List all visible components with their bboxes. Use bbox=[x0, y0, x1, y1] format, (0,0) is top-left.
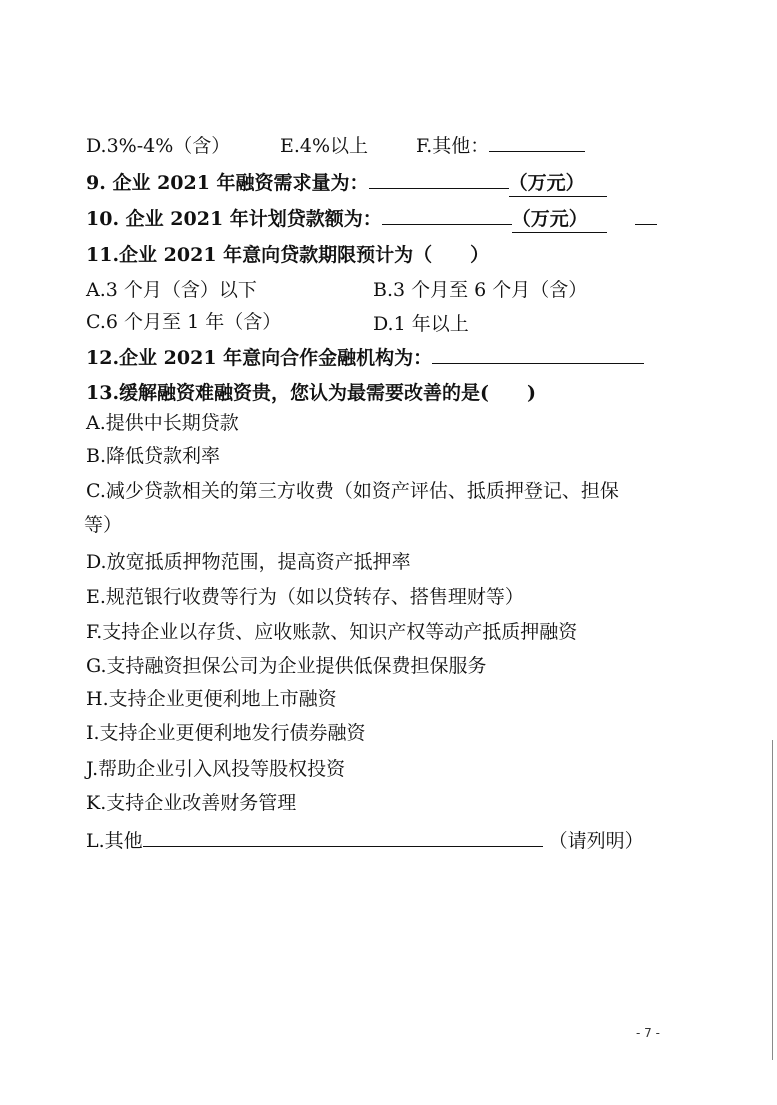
question-12-text: 12.企业 2021 年意向合作金融机构为： bbox=[86, 347, 433, 369]
q13-option-l-label: L.其他 bbox=[86, 830, 143, 852]
q8-option-f bbox=[416, 133, 585, 159]
question-9 bbox=[86, 170, 607, 197]
q9-unit: （万元） bbox=[509, 170, 607, 197]
q13-option-k: K.支持企业改善财务管理 bbox=[86, 792, 297, 814]
q13-option-f: F.支持企业以存货、应收账款、知识产权等动产抵质押融资 bbox=[86, 621, 578, 643]
q13-option-c: C.减少贷款相关的第三方收费（如资产评估、抵质押登记、担保 bbox=[86, 480, 619, 502]
q8-option-f-label: F.其他： bbox=[416, 135, 490, 157]
q10-blank[interactable] bbox=[382, 206, 512, 225]
q9-blank[interactable] bbox=[369, 170, 509, 189]
q13-option-i: I.支持企业更便利地发行债券融资 bbox=[86, 722, 366, 744]
question-9-text: 9. 企业 2021 年融资需求量为： bbox=[86, 172, 369, 194]
q13-option-d: D.放宽抵质押物范围，提高资产抵押率 bbox=[86, 551, 411, 573]
q13-option-e: E.规范银行收费等行为（如以贷转存、搭售理财等） bbox=[86, 586, 524, 608]
q13-option-h: H.支持企业更便利地上市融资 bbox=[86, 688, 337, 710]
q11-option-c: C.6 个月至 1 年（含） bbox=[86, 311, 282, 333]
question-10-text: 10. 企业 2021 年计划贷款额为： bbox=[86, 208, 382, 230]
q13-option-b: B.降低贷款利率 bbox=[86, 445, 221, 467]
question-12 bbox=[86, 345, 644, 371]
q13-other-note: （请列明） bbox=[548, 830, 644, 852]
q11-option-d: D.1 年以上 bbox=[373, 313, 469, 335]
q11-option-a: A.3 个月（含）以下 bbox=[86, 279, 257, 301]
q13-option-a: A.提供中长期贷款 bbox=[86, 412, 239, 434]
question-10 bbox=[86, 206, 657, 233]
q11-option-b: B.3 个月至 6 个月（含） bbox=[373, 279, 588, 301]
q8-option-e: E.4%以上 bbox=[280, 135, 369, 157]
q10-extra-blank bbox=[635, 206, 657, 225]
q12-blank[interactable] bbox=[432, 345, 644, 364]
question-13: 13.缓解融资难融资贵，您认为最需要改善的是( ) bbox=[86, 382, 537, 404]
q13-option-g: G.支持融资担保公司为企业提供低保费担保服务 bbox=[86, 655, 487, 677]
q10-unit: （万元） bbox=[512, 206, 607, 233]
q13-option-c-cont: 等） bbox=[84, 514, 123, 536]
question-11: 11.企业 2021 年意向贷款期限预计为（ ） bbox=[86, 244, 490, 266]
q13-option-j: J.帮助企业引入风投等股权投资 bbox=[86, 758, 346, 780]
scan-edge-line bbox=[772, 740, 773, 1060]
q8-other-blank[interactable] bbox=[489, 133, 585, 152]
q13-option-l bbox=[86, 828, 644, 854]
q8-option-d: D.3%-4%（含） bbox=[86, 135, 231, 157]
q13-other-blank[interactable] bbox=[143, 828, 543, 847]
page-number: - 7 - bbox=[636, 1026, 660, 1040]
